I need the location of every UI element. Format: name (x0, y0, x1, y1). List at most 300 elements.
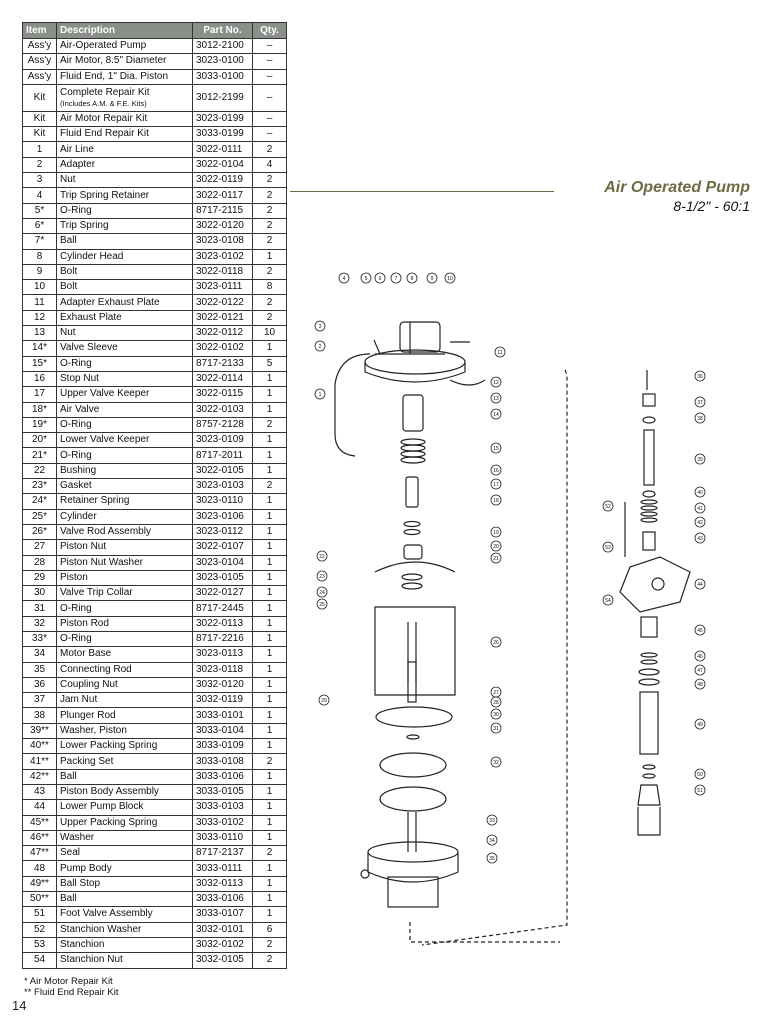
qty-cell-text: – (266, 128, 273, 140)
part-number-cell-text: 3023-0102 (196, 250, 244, 262)
callout-label: 29 (321, 697, 327, 704)
table-row (23, 479, 287, 494)
item-cell (23, 540, 57, 555)
qty-cell (253, 463, 287, 478)
qty-cell (253, 157, 287, 172)
callout-label: 4 (342, 275, 346, 282)
item-cell (23, 326, 57, 341)
part-number-cell-text: 3022-0112 (196, 327, 244, 339)
part-number-cell-text: 3022-0111 (196, 143, 243, 155)
callout-label: 32 (493, 759, 499, 766)
callout-label: 30 (493, 711, 499, 718)
table-row (23, 494, 287, 509)
qty-cell (253, 356, 287, 371)
part-number-cell (193, 769, 253, 784)
part-number-cell-text: 3033-0102 (196, 816, 244, 828)
description-cell (57, 739, 193, 754)
description-cell-text: Air Motor, 8.5" Diameter (60, 55, 167, 67)
callout-label: 2 (318, 343, 322, 350)
description-cell-text: Air-Operated Pump (60, 40, 147, 52)
part-number-cell (193, 830, 253, 845)
callout-label: 6 (378, 275, 382, 282)
qty-cell-text: 2 (266, 266, 273, 277)
part-number-cell-text: 3012-2100 (196, 40, 244, 52)
item-cell-text: 16 (33, 373, 46, 385)
part-number-cell-text: 3033-0104 (196, 724, 244, 736)
item-cell (23, 708, 57, 723)
qty-cell-text: 2 (266, 480, 273, 492)
table-row (23, 249, 287, 264)
item-cell-text: 46** (30, 831, 49, 843)
description-cell-text: Complete Repair Kit (60, 87, 150, 99)
callout-label: 37 (697, 399, 703, 406)
description-cell (57, 846, 193, 861)
item-cell-text: 11 (34, 296, 45, 308)
qty-cell (253, 907, 287, 922)
part-number-cell-text: 3033-0106 (196, 770, 244, 782)
qty-cell (253, 555, 287, 570)
item-cell (23, 570, 57, 585)
part-number-cell-text: 3032-0105 (196, 954, 244, 966)
description-cell-text: Stanchion (60, 939, 105, 951)
part-number-cell (193, 815, 253, 830)
part-number-cell (193, 39, 253, 54)
qty-cell-text: 2 (266, 204, 273, 216)
item-cell (23, 127, 57, 142)
description-cell-text: Lower Pump Block (60, 801, 144, 813)
table-row (23, 157, 287, 172)
qty-cell (253, 937, 287, 952)
part-number-cell-text: 3023-0112 (196, 526, 244, 538)
item-cell-text: 8 (36, 250, 43, 262)
description-cell (57, 723, 193, 738)
table-row (23, 234, 287, 249)
part-number-cell (193, 586, 253, 601)
description-cell-text: Motor Base (60, 648, 112, 660)
table-row (23, 69, 287, 84)
table-row (23, 586, 287, 601)
qty-cell-text: 2 (266, 189, 273, 201)
qty-cell (253, 295, 287, 310)
qty-cell-text: 8 (266, 281, 273, 293)
qty-cell-text: 2 (266, 311, 273, 323)
part-number-cell-text: 3033-0103 (196, 801, 244, 813)
table-row (23, 570, 287, 585)
item-cell (23, 69, 57, 84)
part-number-cell-text: 3023-0100 (196, 55, 244, 67)
part-number-cell-text: 3033-0101 (196, 709, 244, 721)
part-number-cell (193, 371, 253, 386)
item-cell-text: 30 (33, 587, 46, 599)
item-cell-text: 42** (30, 770, 49, 782)
item-cell-text: 1 (36, 143, 43, 155)
table-row (23, 922, 287, 937)
callout-label: 18 (493, 497, 499, 504)
item-cell (23, 662, 57, 677)
table-row (23, 280, 287, 295)
item-cell (23, 830, 57, 845)
table-row (23, 937, 287, 952)
qty-cell-text: 1 (266, 663, 273, 675)
description-cell-text: O-Ring (60, 357, 92, 369)
description-cell-text: Trip Spring Retainer (60, 189, 150, 201)
item-cell-text: 24* (31, 495, 47, 507)
item-cell (23, 111, 57, 126)
item-cell-text: 37 (33, 694, 46, 706)
qty-cell-text: – (266, 40, 273, 52)
part-number-cell-text: 3033-0109 (196, 740, 244, 752)
item-cell-text: 19* (31, 418, 47, 430)
description-cell-text: Gasket (60, 480, 92, 492)
item-cell-text: 10 (33, 281, 46, 293)
description-cell-text: Stanchion Nut (60, 954, 123, 966)
part-number-cell (193, 509, 253, 524)
description-cell (57, 387, 193, 402)
table-row (23, 769, 287, 784)
qty-cell-text: 1 (266, 449, 273, 461)
callout-label: 24 (319, 589, 325, 596)
description-cell-text: Cylinder (60, 510, 97, 522)
item-cell (23, 784, 57, 799)
description-cell (57, 173, 193, 188)
description-cell-text: Air Line (60, 143, 94, 155)
item-cell-text: 17 (33, 388, 46, 400)
part-number-cell-text: 3022-0115 (196, 388, 244, 400)
part-number-cell (193, 448, 253, 463)
table-row (23, 173, 287, 188)
callout-label: 16 (493, 467, 499, 474)
callout-label: 26 (493, 639, 499, 646)
part-number-cell-text: 3023-0103 (196, 480, 244, 492)
item-cell (23, 371, 57, 386)
qty-cell-text: – (266, 113, 273, 125)
description-cell (57, 402, 193, 417)
qty-cell (253, 84, 287, 111)
description-cell-text: Cylinder Head (60, 250, 124, 262)
part-number-cell (193, 234, 253, 249)
item-cell (23, 84, 57, 111)
callout-label: 10 (447, 275, 453, 282)
callout-label: 5 (364, 275, 368, 282)
part-number-cell-text: 3023-0109 (196, 434, 244, 446)
item-cell-text: 27 (33, 541, 46, 553)
description-cell (57, 861, 193, 876)
qty-cell-text: 1 (266, 602, 273, 614)
table-row (23, 861, 287, 876)
item-cell-text: 29 (33, 571, 46, 583)
qty-cell (253, 922, 287, 937)
description-cell (57, 326, 193, 341)
qty-cell-text: 1 (266, 388, 273, 400)
part-number-cell (193, 142, 253, 157)
table-row (23, 815, 287, 830)
item-cell-text: Kit (33, 128, 46, 140)
qty-cell-text: 1 (266, 877, 273, 889)
part-number-cell-text: 3022-0117 (196, 189, 244, 201)
part-number-cell (193, 693, 253, 708)
part-number-cell-text: 3033-0108 (196, 755, 244, 767)
callout-label: 38 (697, 415, 703, 422)
item-cell (23, 402, 57, 417)
item-cell-text: 25* (31, 510, 47, 522)
item-cell-text: 31 (33, 602, 46, 614)
item-cell-text: 22 (33, 464, 46, 476)
item-cell-text: 23* (31, 480, 47, 492)
description-cell-text: O-Ring (60, 449, 92, 461)
description-cell (57, 417, 193, 432)
item-cell (23, 433, 57, 448)
qty-cell (253, 616, 287, 631)
table-row (23, 662, 287, 677)
description-cell-text: Retainer Spring (60, 495, 130, 507)
description-cell-text: Air Motor Repair Kit (60, 113, 148, 125)
part-number-cell-text: 3022-0102 (196, 342, 244, 354)
qty-cell (253, 111, 287, 126)
callout-label: 22 (319, 553, 325, 560)
item-cell (23, 739, 57, 754)
table-row (23, 647, 287, 662)
part-number-cell (193, 677, 253, 692)
item-cell-text: 12 (33, 311, 46, 323)
qty-cell-text: 1 (266, 679, 273, 691)
part-number-cell-text: 3032-0120 (196, 679, 244, 691)
callout-label: 12 (493, 379, 499, 386)
qty-cell (253, 448, 287, 463)
table-row (23, 677, 287, 692)
item-cell (23, 494, 57, 509)
qty-cell (253, 310, 287, 325)
description-cell-text: Nut (60, 174, 76, 186)
qty-cell-text: 5 (266, 357, 273, 369)
qty-cell (253, 953, 287, 968)
qty-cell-text: 1 (266, 464, 273, 476)
description-cell-text: Piston Body Assembly (60, 786, 159, 798)
description-cell (57, 616, 193, 631)
callout-label: 13 (493, 395, 499, 402)
table-row (23, 876, 287, 891)
item-cell-text: 28 (33, 556, 46, 568)
callout-label: 11 (497, 349, 503, 356)
callout-label: 39 (697, 456, 703, 463)
description-cell (57, 264, 193, 279)
callout-label: 47 (697, 667, 703, 674)
qty-cell (253, 739, 287, 754)
footnote-fluid-end-kit: ** Fluid End Repair Kit (24, 987, 119, 998)
item-cell-text: 2 (36, 158, 43, 170)
item-cell-text: 18* (31, 403, 47, 415)
table-row (23, 341, 287, 356)
part-number-cell (193, 341, 253, 356)
description-cell (57, 524, 193, 539)
part-number-cell (193, 937, 253, 952)
part-number-cell-text: 3023-0104 (196, 556, 244, 568)
qty-cell (253, 218, 287, 233)
qty-cell-text: 1 (266, 831, 273, 843)
part-number-cell (193, 433, 253, 448)
item-cell-text: Ass'y (27, 40, 52, 52)
parts-table-body (23, 39, 287, 969)
table-row (23, 830, 287, 845)
table-row (23, 433, 287, 448)
qty-cell-text: 1 (266, 709, 273, 721)
item-cell-text: 52 (33, 923, 46, 935)
callout-label: 25 (319, 601, 325, 608)
qty-cell-text: 1 (266, 526, 273, 538)
header-part-no: Part No. (193, 23, 253, 39)
description-cell-text: Coupling Nut (60, 679, 118, 691)
description-cell (57, 157, 193, 172)
item-cell (23, 54, 57, 69)
part-number-cell-text: 8717-2216 (196, 633, 244, 645)
part-number-cell-text: 3033-0100 (196, 70, 244, 82)
description-cell (57, 815, 193, 830)
part-number-cell-text: 8717-2011 (196, 449, 244, 461)
description-cell-text: O-Ring (60, 633, 92, 645)
item-cell-text: 15* (31, 357, 47, 369)
item-cell-text: 38 (33, 709, 46, 721)
qty-cell (253, 69, 287, 84)
item-cell-text: 43 (33, 786, 46, 798)
description-cell-text: Trip Spring (60, 220, 109, 232)
item-cell (23, 754, 57, 769)
qty-cell-text: 2 (266, 220, 273, 232)
qty-cell (253, 280, 287, 295)
part-number-cell-text: 3033-0107 (196, 908, 244, 920)
qty-cell (253, 586, 287, 601)
description-cell (57, 280, 193, 295)
part-number-cell (193, 723, 253, 738)
description-cell-text: Connecting Rod (60, 663, 132, 675)
table-row (23, 693, 287, 708)
qty-cell (253, 662, 287, 677)
item-cell-text: 13 (33, 327, 46, 339)
description-cell (57, 341, 193, 356)
part-number-cell (193, 953, 253, 968)
item-cell (23, 693, 57, 708)
qty-cell-text: 2 (266, 235, 273, 247)
qty-cell-text: 1 (266, 694, 273, 706)
part-number-cell (193, 616, 253, 631)
table-row (23, 907, 287, 922)
qty-cell (253, 127, 287, 142)
description-cell-text: Valve Sleeve (60, 342, 118, 354)
part-number-cell (193, 479, 253, 494)
item-cell-text: 44 (33, 801, 46, 813)
item-cell (23, 39, 57, 54)
item-cell (23, 907, 57, 922)
callout-label: 28 (493, 699, 499, 706)
qty-cell (253, 861, 287, 876)
item-cell (23, 448, 57, 463)
qty-cell (253, 815, 287, 830)
qty-cell (253, 479, 287, 494)
part-number-cell (193, 555, 253, 570)
item-cell (23, 846, 57, 861)
part-number-cell (193, 922, 253, 937)
item-cell-text: 14* (31, 342, 47, 354)
part-number-cell-text: 3022-0122 (196, 296, 244, 308)
callout-label: 34 (489, 837, 495, 844)
qty-cell (253, 264, 287, 279)
description-cell (57, 479, 193, 494)
item-cell-text: 4 (36, 189, 43, 201)
description-cell (57, 876, 193, 891)
description-cell (57, 218, 193, 233)
qty-cell-text: 2 (266, 847, 273, 859)
description-cell-text: Fluid End Repair Kit (60, 128, 149, 140)
description-cell (57, 142, 193, 157)
page-title: Air Operated Pump (604, 179, 750, 196)
description-cell (57, 494, 193, 509)
description-cell-text: Upper Valve Keeper (60, 388, 150, 400)
part-number-cell (193, 800, 253, 815)
description-cell-text: Piston Rod (60, 617, 109, 629)
part-number-cell-text: 3023-0118 (196, 663, 244, 675)
title-rule (290, 191, 554, 192)
qty-cell-text: 1 (266, 724, 273, 736)
description-cell-text: Piston Nut Washer (60, 556, 143, 568)
description-cell-text: Ball (60, 770, 77, 782)
qty-cell-text: 1 (266, 617, 273, 629)
callout-label: 3 (318, 323, 322, 330)
part-number-cell (193, 188, 253, 203)
qty-cell-text: 1 (266, 495, 273, 507)
table-row (23, 448, 287, 463)
qty-cell (253, 433, 287, 448)
table-row (23, 310, 287, 325)
qty-cell-text: 1 (266, 342, 273, 354)
table-row (23, 601, 287, 616)
page-number: 14 (12, 998, 27, 1013)
callout-label: 51 (697, 787, 703, 794)
item-cell (23, 953, 57, 968)
qty-cell-text: 2 (266, 954, 273, 966)
part-number-cell (193, 861, 253, 876)
item-cell (23, 922, 57, 937)
part-number-cell (193, 784, 253, 799)
part-number-cell (193, 127, 253, 142)
item-cell (23, 157, 57, 172)
qty-cell-text: 1 (266, 648, 273, 660)
description-cell (57, 800, 193, 815)
callout-label: 19 (493, 529, 499, 536)
qty-cell-text: 10 (263, 327, 276, 339)
qty-cell (253, 723, 287, 738)
callout-label: 20 (493, 543, 499, 550)
item-cell-text: 50** (30, 893, 49, 905)
description-cell-text: Ball (60, 893, 77, 905)
item-cell-text: Ass'y (27, 55, 52, 67)
part-number-cell (193, 264, 253, 279)
qty-cell-text: 2 (266, 174, 273, 186)
qty-cell (253, 524, 287, 539)
part-number-cell-text: 3023-0110 (196, 495, 244, 507)
item-cell-text: 36 (33, 679, 46, 691)
description-cell (57, 922, 193, 937)
item-cell (23, 356, 57, 371)
qty-cell-text: 2 (266, 143, 273, 155)
callout-label: 50 (697, 771, 703, 778)
part-number-cell-text: 3033-0199 (196, 128, 244, 140)
table-row (23, 616, 287, 631)
description-cell-text: Fluid End, 1" Dia. Piston (60, 70, 169, 82)
part-number-cell-text: 3032-0113 (196, 877, 244, 889)
callout-label: 53 (605, 544, 611, 551)
item-cell-text: 6* (34, 220, 45, 232)
part-number-cell (193, 754, 253, 769)
part-number-cell-text: 3033-0106 (196, 893, 244, 905)
part-number-cell-text: 3023-0106 (196, 510, 244, 522)
